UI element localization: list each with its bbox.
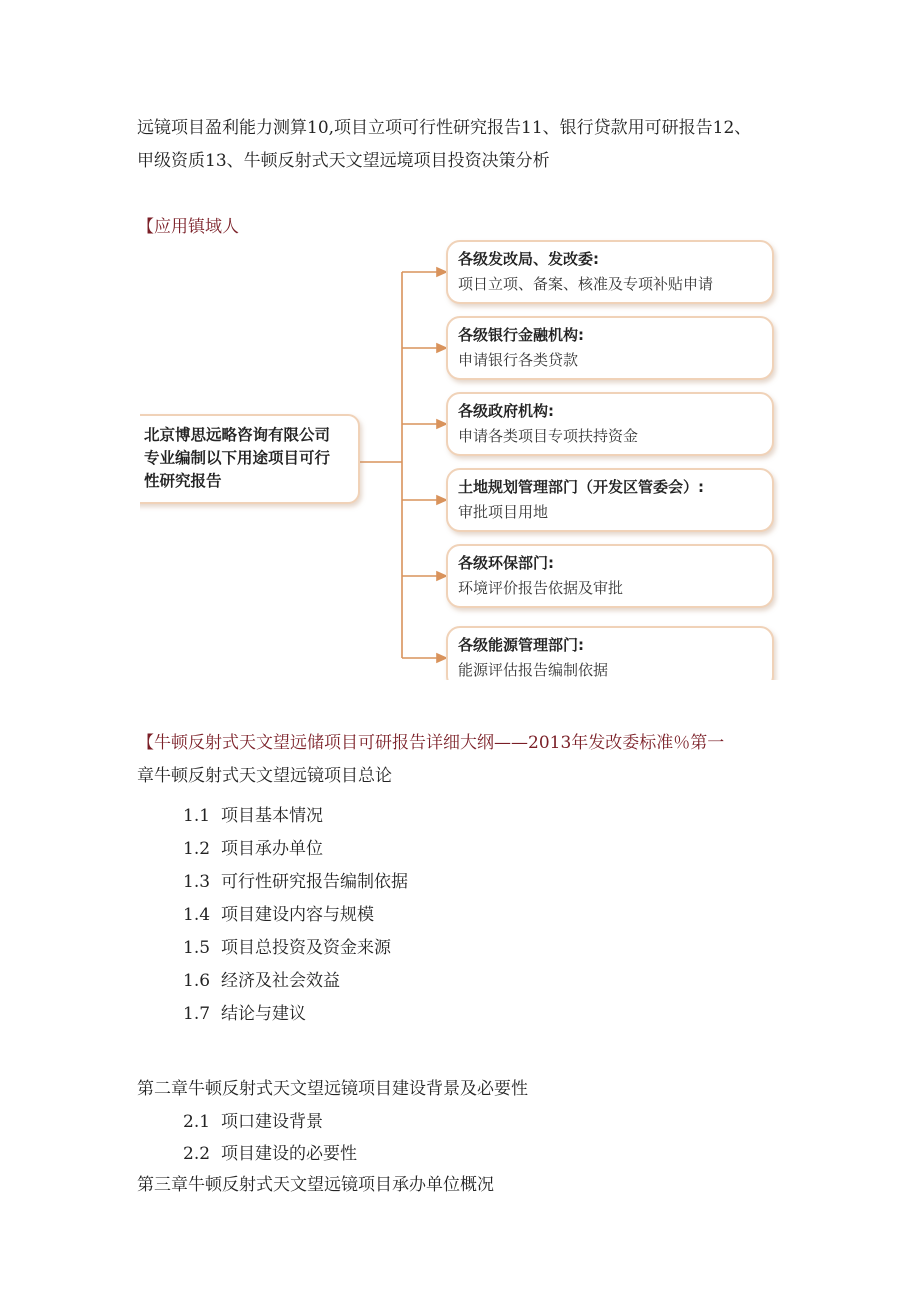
toc-text: 项目基本情况 <box>221 806 323 826</box>
target-box-energy <box>446 626 774 680</box>
target-desc: 审批项目用地 <box>458 503 549 521</box>
toc-text: 结论与建议 <box>221 1004 306 1024</box>
toc-item-1-5 <box>183 933 391 958</box>
target-box-development-reform <box>446 240 774 304</box>
toc-num: 1.5 <box>183 938 211 958</box>
toc-text: 项目承办单位 <box>221 839 323 859</box>
target-title: 各级能源管理部门: <box>458 636 584 654</box>
target-title: 各级环保部门: <box>458 554 554 572</box>
target-desc: 环境评价报告依据及审批 <box>458 579 624 597</box>
toc-num: 1.3 <box>183 872 211 892</box>
target-desc: 申请银行各类贷款 <box>458 351 579 369</box>
toc-text: 经济及社会效益 <box>221 971 340 991</box>
toc-item-1-4 <box>183 900 374 925</box>
toc-item-2-1 <box>183 1107 323 1132</box>
target-box-environmental <box>446 544 774 608</box>
target-desc: 申请各类项目专项扶持资金 <box>458 427 639 445</box>
target-box-banks <box>446 316 774 380</box>
toc-item-1-1 <box>183 801 323 826</box>
intro-line-2: 甲级资质13、牛顿反射式天文望远境项目投资决策分析 <box>137 151 550 171</box>
toc-item-1-7 <box>183 999 306 1024</box>
toc-num: 1.4 <box>183 905 211 925</box>
target-box-government <box>446 392 774 456</box>
target-box-land-planning <box>446 468 774 532</box>
source-line-3: 性研究报告 <box>144 472 222 490</box>
toc-num: 1.6 <box>183 971 211 991</box>
toc-num: 1.7 <box>183 1004 211 1024</box>
application-heading: 【应用镇域人 <box>137 217 239 237</box>
toc-num: 1.1 <box>183 806 211 826</box>
toc-text: 项目总投资及资金来源 <box>221 938 391 958</box>
chapter-3-title: 第三章牛顿反射式天文望远镜项目承办单位概况 <box>137 1175 494 1195</box>
toc-item-2-2 <box>183 1139 357 1164</box>
source-box <box>140 414 360 504</box>
toc-item-1-2 <box>183 834 323 859</box>
toc-text: 项口建设背景 <box>221 1112 323 1132</box>
target-title: 土地规划管理部门（开发区管委会）: <box>458 478 705 496</box>
chapter-1-title: 章牛顿反射式天文望远镜项目总论 <box>137 766 392 786</box>
target-title: 各级银行金融机构: <box>458 326 584 344</box>
toc-item-1-6 <box>183 966 340 991</box>
target-title: 各级政府机构: <box>458 402 554 420</box>
outline-heading: 【牛顿反射式天文望远储项目可研报告详细大纲——2013年发改委标准％第一 <box>137 733 725 753</box>
toc-num: 2.2 <box>183 1144 211 1164</box>
target-desc: 项日立项、备案、核准及专项补贴申请 <box>458 275 714 293</box>
source-line-1: 北京博思远略咨询有限公司 <box>144 426 331 444</box>
toc-text: 可行性研究报告编制依据 <box>221 872 408 892</box>
toc-item-1-3 <box>183 867 408 892</box>
toc-num: 1.2 <box>183 839 211 859</box>
toc-text: 项目建设内容与规模 <box>221 905 374 925</box>
usage-diagram <box>140 236 780 680</box>
toc-num: 2.1 <box>183 1112 211 1132</box>
intro-line-1: 远镜项目盈利能力测算10,项目立项可行性研究报告11、银行贷款用可研报告12、 <box>137 118 752 138</box>
toc-text: 项目建设的必要性 <box>221 1144 357 1164</box>
chapter-2-title: 第二章牛顿反射式天文望远镜项目建设背景及必要性 <box>137 1079 528 1099</box>
source-line-2: 专业编制以下用途项目可行 <box>144 449 331 467</box>
target-desc: 能源评估报告编制依据 <box>458 661 609 679</box>
target-title: 各级发改局、发改委: <box>458 250 599 268</box>
